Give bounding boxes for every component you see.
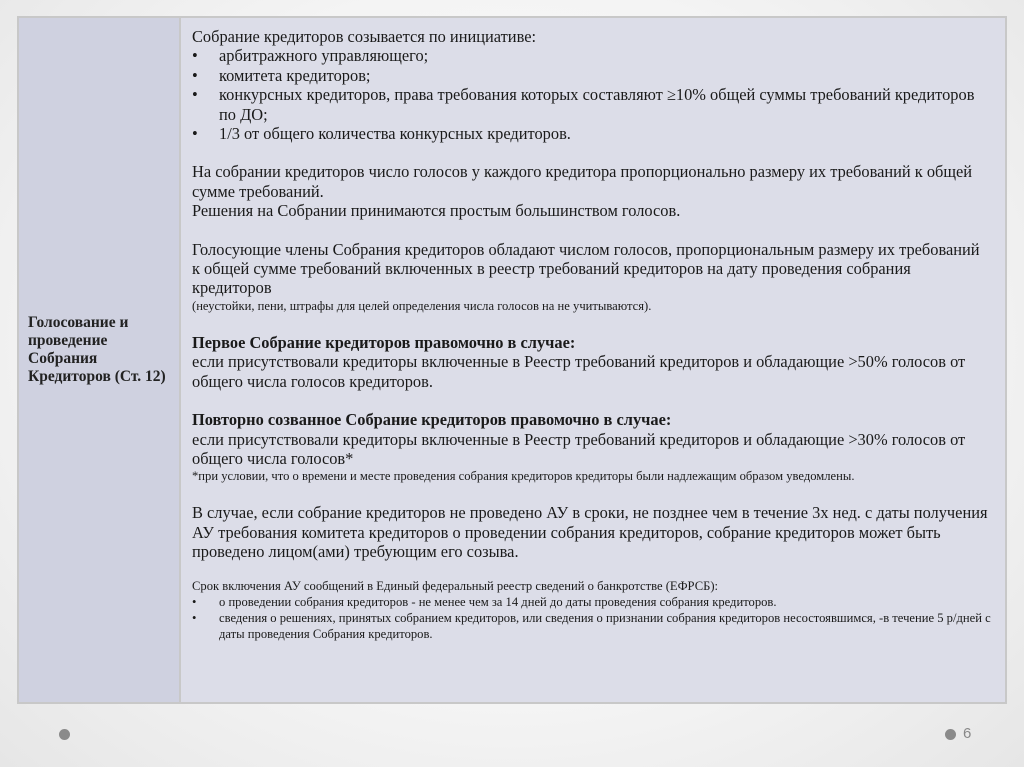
page-number: 6 — [963, 725, 972, 742]
decorative-dot-left — [59, 729, 70, 740]
list-item: • арбитражного управляющего; — [192, 46, 429, 66]
list-item: • 1/3 от общего количества конкурсных кредиторов. — [192, 124, 571, 144]
topic-label: Голосование и проведение Собрания Кредиторов (Ст. 12) — [28, 314, 166, 385]
topic-cell — [19, 18, 181, 702]
not-held-paragraph: В случае, если собрание кредиторов не проведено АУ в сроки, не позднее чем в течение 3х нед. с даты получения АУ требования комитета кредиторов о проведении собрания кредиторов, собрание кредиторов может быть проведено лицом(ами) требующим его созыва. — [192, 503, 988, 562]
list-item: • о проведении собрания кредиторов - не менее чем за 14 дней до даты проведения собрания кредиторов. — [192, 594, 777, 609]
voting-note: (неустойки, пени, штрафы для целей определения числа голосов на не учитываются). — [192, 298, 652, 313]
first-meeting-body: если присутствовали кредиторы включенные в Реестр требований кредиторов и обладающие >50% голосов от общего числа голосов кредиторов. — [192, 352, 966, 391]
list-item: • конкурсных кредиторов, права требования которых составляют ≥10% общей суммы требований кредиторов по ДО; — [192, 85, 975, 124]
details-cell — [183, 18, 1005, 702]
intro-text: Собрание кредиторов созывается по инициативе: — [192, 27, 537, 46]
initiators-list — [192, 46, 991, 143]
first-meeting-heading: Первое Собрание кредиторов правомочно в случае: — [192, 332, 576, 352]
voting-members-paragraph: Голосующие члены Собрания кредиторов обладают числом голосов, пропорциональным размеру их требований к общей сумме требований включенных в реестр требований кредиторов на дату проведения собрания кредиторов — [192, 239, 980, 298]
repeat-meeting-note: *при условии, что о времени и месте проведения собрания кредиторов кредиторы были надлежащим образом уведомлены. — [192, 469, 855, 484]
repeat-meeting-heading: Повторно созванное Собрание кредиторов правомочно в случае: — [192, 410, 672, 430]
content-table — [17, 16, 1007, 704]
decisions-paragraph: Решения на Собрании принимаются простым большинством голосов. — [192, 201, 681, 221]
efrsb-list — [192, 594, 991, 642]
repeat-meeting-body: если присутствовали кредиторы включенные в Реестр требований кредиторов и обладающие >30% голосов от общего числа голосов* — [192, 429, 966, 468]
list-item: • комитета кредиторов; — [192, 65, 371, 85]
decorative-dot-right — [945, 729, 956, 740]
list-item: • сведения о решениях, принятых собранием кредиторов, или сведения о признании собрания кредиторов несостоявшимся, -в течение 5 р/дней с даты проведения Собрания кредиторов. — [192, 610, 991, 641]
efrsb-intro: Срок включения АУ сообщений в Единый федеральный реестр сведений о банкротстве (ЕФРСБ): — [192, 578, 719, 593]
votes-paragraph: На собрании кредиторов число голосов у каждого кредитора пропорционально размеру их требований к общей сумме требований. — [192, 162, 973, 201]
